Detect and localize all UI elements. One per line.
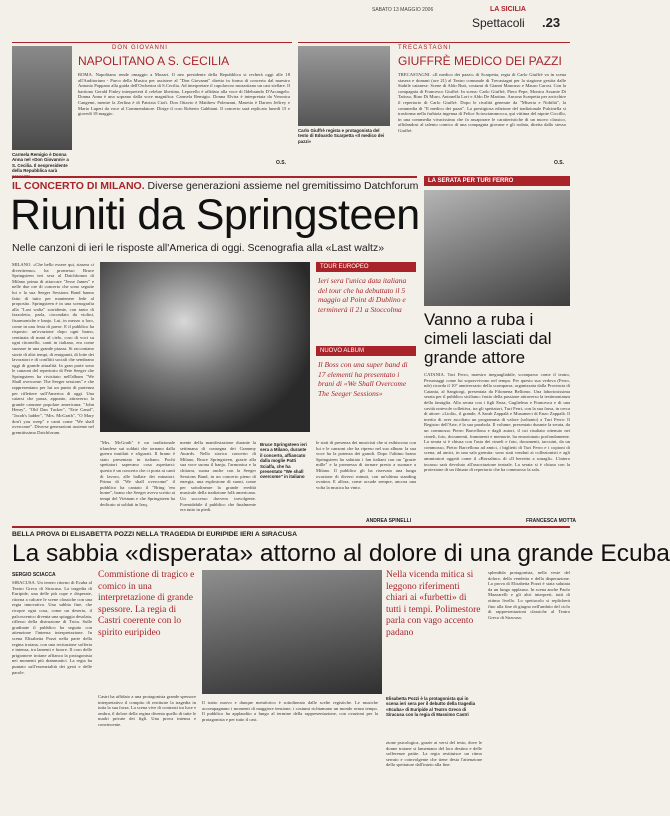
main-author: ANDREA SPINELLI <box>366 518 412 524</box>
bottom-kicker: BELLA PROVA DI ELISABETTA POZZI NELLA TRAGEDIA DI EURIPIDE IERI A SIRACUSA <box>12 531 297 538</box>
right-body: CATANIA. Turi Ferro, maestro ineguagliabile, scomparso come il teatro, Personaggi come lui sopravvivono nel tempo. Per questo sua vedova (Ferro, ndr) ricorda il 10° anniversario della scomparsa, organizzata dalla Provincia di Catania, al Sangiorgi, presentata da Filomena Bellomo. Una laboriosissima serata per il pubblico siciliano: frutto della passione attraverso la testimonianza della famiglia. Alla serata con i figli Enza, Guglielmo e Francesca e di una cavità notevole collettiva, tra gli spettatori, Turi Ferri, con la sua farsa, in cerca di attore: «Liolà», il grande, A Sarah Zappalà e Musumeci di Enzo Zappalà. Il merito di aver ascoltato un programma di valore (soltanto) a Turi Ferro: Il Registro dell'Arte, è la sua parabola. Il volume, presentato durante la serata, da un commosso Pietro Barcellona e dagli autori, il cui risultato ottenuto nei cimeli, foto, documenti, frammenti e memorie, ha emozionato profondamente. La serata si è chiusa con l'asta dei cimeli e foto, documenti, taccuini, da un commosso, Pietro Barcellona ad amici, i biglietti di Turi Ferro e i copioni di scena, ad amici, in una sala gremita: sono stati venduti ai collezionisti e agli ammiratori oggetti come il «Borsalino» di «Il berretto a sonagli». L'intero incasso sarà devoluto all'associazione teatrale. La serata si è chiusa con la proiezione di un filmato di repertorio che ha commosso la sala. <box>424 372 572 473</box>
sidebar-box2-kicker: NUOVO ALBUM <box>316 346 416 356</box>
main-headline: Riuniti da Springsteen <box>10 191 420 239</box>
bottom-col3: Il tratto nuovo e dunque metaforico è sottolineato dalle scelte registiche. Le musiche accompagnano i momenti di maggiore tensione, i costumi richiamano un mondo senza tempo. Il pubblico ha applaudito a lungo al termine della rappresentazione, con ovazioni per la protagonista e per tutto il cast. <box>202 700 380 722</box>
top-right-story <box>298 42 570 172</box>
top-right-headline: GIUFFRÈ MEDICO DEI PAZZI <box>398 54 562 68</box>
main-kicker-bold: IL CONCERTO DI MILANO. <box>12 180 145 192</box>
top-left-sign: O.S. <box>276 160 287 166</box>
main-rule <box>12 176 417 178</box>
sidebar-box1-text: Ieri sera l'unica data italiana del tour che ha debuttato il 5 maggio al Point di Dublino e terminerà il 21 a Stoccolma <box>318 276 407 314</box>
sidebar <box>316 262 416 432</box>
right-author: FRANCESCA MOTTA <box>526 518 576 524</box>
giuffre-photo-caption: Carlo Giuffrè regista e protagonista del testo di Edoardo Scarpetta «Il medico dei pazzi» <box>298 128 385 144</box>
bottom-col5: splendida protagonista, nella veste del dolore, della vendetta e della disperazione. La prova di Elisabetta Pozzi è stata salutata da un lungo applauso. In scena anche Paolo Mazzarelli e gli altri interpreti, tutti di ottimo livello. Lo spettacolo si replicherà fino alla fine di giugno nell'ambito del ciclo di rappresentazioni classiche al Teatro Greco di Siracusa. <box>488 570 572 620</box>
top-right-body: TRECASTAGNI. «Il medico dei pazzi» di Scarpetta, regia di Carlo Giuffrè va in scena stasera e domani (ore 21) al Teatro comunale di Trecastagni per la stagione gestita dalle Stabile catanese. Scene di Aldo Buti, costumi di Gianni Mancuso e Mauro Carosi. Con la compagnia di Francesco Giuffrè. In scena: Carlo Giuffrè, Piero Pepe, Monica Assante Di Tatisso, Rino Di Muro, Antonella Lori e Aldo De Martino. Ancona Scarpetta per arricchire il repertorio di Carlo Giuffrè. Dopo le rivalità generate da "Miseria e Nobiltà", la commedia di "Il medico dei pazzi". La prestigiosa edizione del tradizionale Pulcinella si trasforma nella furbizia ingenua di Felice Sciosciammocca, qui vittima del nipote Ciccillo, in una commedia vivacissima che fa assaporare le caratteristiche di un nuovo classico, affidandosi al talento comico di una compagnia giovane e gli rodata, diretta dallo stesso Giuffrè. <box>398 72 568 133</box>
right-kicker: LA SERATA PER TURI FERRO <box>424 176 570 186</box>
top-right-kicker: TRECASTAGNI <box>398 45 452 51</box>
pozzi-photo <box>202 570 382 694</box>
bottom-author: SERGIO SCIACCA <box>12 572 56 578</box>
main-subhead: Nelle canzoni di ieri le risposte all'America di oggi. Scenografia alla «Last waltz» <box>12 242 385 254</box>
top-left-story <box>12 42 292 172</box>
bottom-col4: zione psicologica, grazie ai versi del testo, dove le donne troiane si lamentano del loro destino e delle sofferenze patite. La regia restituisce un ritmo serrato e coinvolgente che tiene desta l'attenzione dello spettatore dall'inizio alla fine. <box>386 740 484 768</box>
bottom-rule <box>12 526 570 528</box>
sidebar-box2-text: Il Boss con una super band di 17 elementi ha presentato i brani di «We Shall Overcome The Seeger Sessions» <box>318 360 408 398</box>
remigio-photo <box>12 46 72 150</box>
ferro-photo <box>424 190 570 306</box>
sidebar-box1-kicker: TOUR EUROPEO <box>316 262 416 272</box>
page-header <box>372 7 570 35</box>
top-left-kicker: DON GIOVANNI <box>112 45 168 51</box>
giuffre-photo <box>298 46 390 126</box>
main-col3: mente della manifestazione durante la settimana di consegna dei Grammy Awards. Nello storico concerto di Milano, Bruce Springsteen, grazie alla sua voce suona il banjo, l'armonica e la chitarra, suona anche con la Seeger Sessions Band, in un concerto pieno di energia, una esplosione di suoni, come per sottolineare la grande eredità musicale della tradizione folk americana. Un successo davvero travolgente. Formidabile il pubblico che finalmente era tutto in piedi. <box>180 440 258 513</box>
main-col2: "Mrs. McGrath" è un tradizionale irlandese sui soldati che tornano dalla guerra mutilati e sfigurati. Il brano è stato presentato in italiano. Pochi spettatori sapevano cosa aspettarsi: questo è un concerto che ci porta ai canti di lavoro, alle ballate dei minatori. Prima di "We shall overcome" il pubblico ha cantato il "Bring 'em home", brano che Seeger aveva scritto ai tempi del Vietnam e che Springsteen ha dedicato ai soldati in Iraq. <box>100 440 177 507</box>
bottom-col2: Castri ha affidato a una protagonista grande spessore interpretativo il compito di restituire la tragedia in tutta la sua forza. La scena vive di contrasti tra luce e ombra, il dolore della regina diventa quello di tutte le madri private dei figli. Una prova intensa e convincente. <box>98 694 198 727</box>
main-col1: MILANO. «Che bello essere qui, stasera ci divertiremo» ha promesso Bruce Springsteen ieri sera al Datchforum di Milano prima di attaccare "Jesse James" e nelle due ore di concerto che sono seguite lui e la sua Seeger Sessions Band hanno fatto di tutto per mantenere fede al proposito. Springsteen è in una scenografia alla "Last waltz" sorridente, con tanto di fazzoletto, parla, circondato da violini, fisarmoniche e banjo. Lui, in mezzo a loro, come in una festa di paese. E il pubblico ha risposto: un'ovazione dopo ogni brano, centinaia di mani al cielo, coro di voci su ogni ritornello, canti in italiano, era come suonare in una grande piazza. Si raccontano storie di altri tempi, di emigranti, di lotte dei lavoratori e di conflitti sociali che sembrano oggi di grande attualità. In gran parte sono le canzoni del repertorio di Pete Seeger che Springsteen ha rivisitato nell'album "We Shall overcome: The Seeger sessions" e che rappresentano per lui un punto di partenza per riflettere sull'America di oggi. Una catarsi che passa, appunto, attraverso la grande canzone popolare americana: "John Henry", "Old Dan Tucker", "Erie Canal", "Jacob's ladder", "Mrs. McGrath", "O Mary don't you weep" e canti come "We shall overcome". Diverse generazioni assieme nel gremitissimo Datchforum. <box>12 262 96 435</box>
header-date: SABATO 13 MAGGIO 2006 <box>372 7 434 13</box>
bottom-quote2: Nella vicenda mitica si leggono riferimenti chiari ai «furbetti» di tutti i tempi. Polimestore parla con vago accento padano <box>386 570 481 638</box>
top-left-headline: NAPOLITANO A S. CECILIA <box>78 54 230 68</box>
main-kicker-rest: Diverse generazioni assieme nel gremitissimo Datchforum <box>144 180 419 192</box>
remigio-photo-caption: Carmela Remigio è Donna Anna nel «Don Giovanni» a S. Cecilia. Il neopresidente della Repubblica sarà <box>12 152 69 174</box>
top-right-sign: O.S. <box>554 160 565 166</box>
springsteen-photo-caption: Bruce Springsteen ieri sera a Milano, durante il concerto, affiancato dalla moglie Patti Scialfa, che ha presentato "We shall overcome" in italiano <box>260 442 307 480</box>
top-left-body: ROMA. Napolitano rende omaggio a Mozart. Il neo presidente della Repubblica si recherà oggi alle 18 all'Auditorium - Parco della Musica per assistere al "Don Giovanni" diretto in forma di concerto dal maestro Antonio Pappano alla guida dell'Orchestra di S.Cecilia. Ad interpretare il capolavoro mozartiano un cast stellare. Il baritono Gerald Finley interpreterà il celebre libertino, Leporello è affidato alla voce di Ildebrando D'Arcangelo. Donna Anna è una soprano dalla voce magnifica: Carmela Remigio. Donna Elvira è interpretata da Veronica Cangemi, mentre la Zerlina è di Patrizia Ciofi. Don Ottavio è Matthew Polenzani, Masetto è Darren Jeffrey e Mario Luperi da voce al Commendatore. Dirige il coro Roberto Gabbiani. Il concerto sarà replicato lunedì 15 e giovedì 18 maggio. <box>78 72 292 117</box>
bottom-headline: La sabbia «disperata» attorno al dolore di una grande Ecuba <box>12 540 670 567</box>
pozzi-photo-caption: Elisabetta Pozzi è la protagonista qui in scena ieri sera per il debutto della tragedia «Ecuba» di Euripide al Teatro Greco di Siracusa con la regia di Massimo Castri <box>386 696 476 718</box>
header-page-number: .23 <box>542 15 561 30</box>
header-paper: LA SICILIA <box>490 6 526 13</box>
bottom-col1: SIRACUSA. Un tenero ritorno di Ecuba al Teatro Greco di Siracusa. La tragedia di Euripide, una delle più cupe e disperate, ritorna a calcare le scene classiche con una regia innovativa. Una sabbia fine, che ricopre ogni cosa, come un deserto, il palcoscenico diventa una spiaggia desolata, riflesso della distruzione di Troia. Sulle gradinate il pubblico ha seguito con attenzione l'intensa interpretazione. In scena Elisabetta Pozzi nella parte della regina troiana, con una recitazione sofferta e intensa, tra lamenti e furore. Il coro delle prigioniere troiane affianca la protagonista nei momenti più drammatici. La regia ha puntato sull'essenzialità dei gesti e delle parole. <box>12 580 94 675</box>
right-headline: Vanno a ruba i cimeli lasciati dal grande attore <box>424 310 552 367</box>
bottom-pull-quote: Commistione di tragico e comico in una interpretazione di grande spessore. La regia di Castri coerente con lo spirito euripideo <box>98 570 195 638</box>
springsteen-photo <box>100 262 310 432</box>
header-section: Spettacoli <box>472 16 525 30</box>
main-col4: le stati di presenza dei musicisti che si esibiscono con lui e le canzoni che ha ripreso nel suo album: la sua voce ha la potenza dei grandi. Dopo l'ultimo brano Springsteen ha salutato i fan italiani con un "grazie mille" e la promessa di tornare presto a suonare a Milano. Il pubblico gli ha riservato una lunga ovazione di diversi minuti, con un'ultima standing ovation. E allora, come accade sempre, ancora una volta la musica ha vinto. <box>316 440 418 490</box>
